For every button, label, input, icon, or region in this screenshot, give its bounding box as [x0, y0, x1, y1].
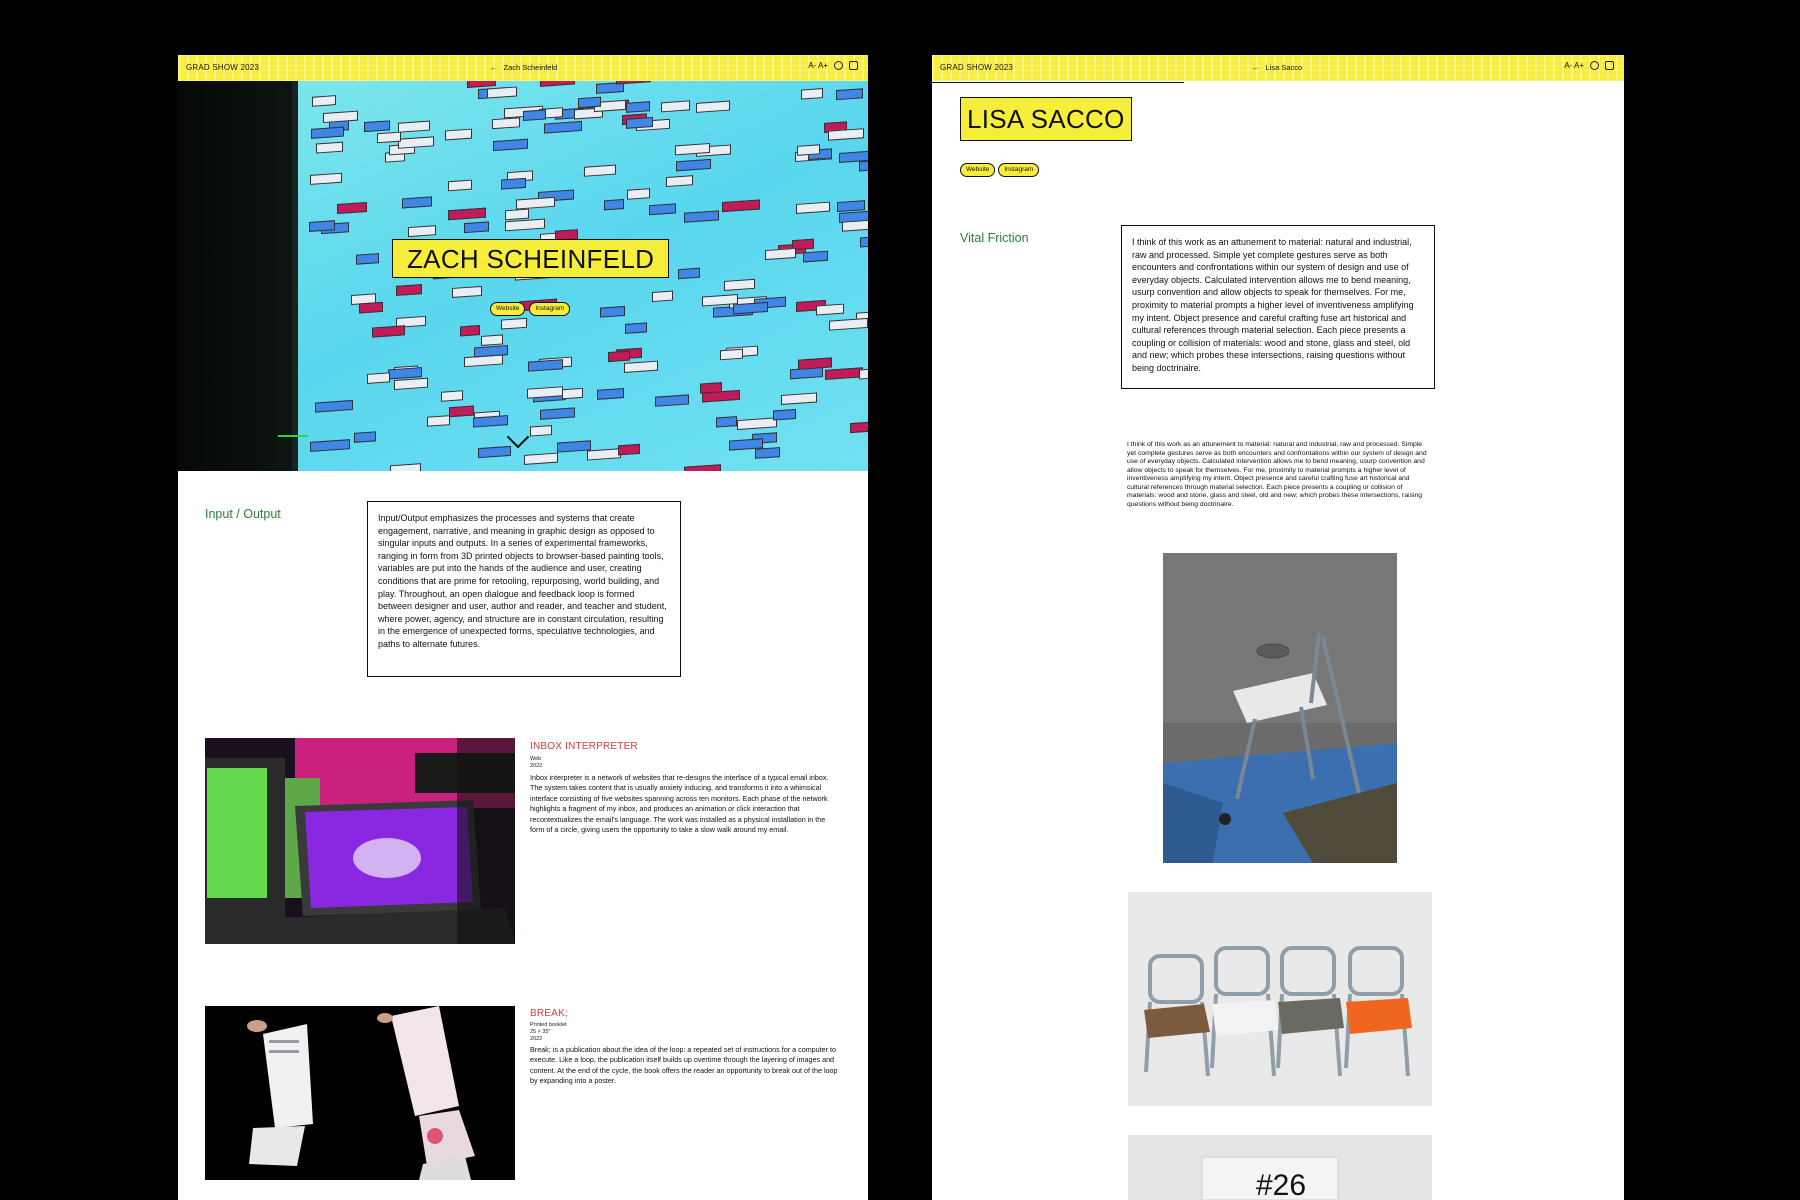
project-title: Input / Output — [205, 507, 281, 521]
word-chip — [337, 202, 367, 214]
word-chip — [796, 202, 829, 214]
instagram-link[interactable]: Instagram — [998, 163, 1039, 177]
statement-repeat: I think of this work as an attunement to material: natural and industrial, raw and processed. Simple yet complete gestures serve as both encounters and confrontations within our system of design and use of everyday objects. Calculated intervention allows me to bend meaning, usurp convention and allow objects to speak for themselves. For me, proximity to material prompts a higher level of inventiveness amplifying my intent. Object presence and careful crafting fuse art historical and cultural references through material selection. Each piece presents a coupling or collision of materials: wood and stone, glass and steel, old and new; which probes these intersections, raising questions without being doctrinaire. — [1127, 441, 1427, 508]
word-chip — [584, 164, 617, 176]
word-chip — [724, 279, 755, 291]
back-arrow-icon[interactable]: ← — [490, 63, 498, 72]
word-chip — [311, 127, 344, 139]
home-icon[interactable] — [1605, 61, 1614, 70]
word-chip — [587, 448, 621, 460]
word-chip — [312, 95, 336, 107]
word-chip — [310, 440, 350, 453]
word-chip — [398, 136, 434, 149]
word-chip — [829, 318, 868, 331]
word-chip — [390, 463, 421, 471]
word-chip — [655, 394, 689, 406]
word-chip — [842, 219, 868, 231]
word-chip — [797, 144, 820, 156]
word-chip — [309, 220, 335, 232]
word-chip — [316, 141, 343, 153]
word-chip — [618, 444, 640, 456]
word-chip — [396, 284, 422, 296]
toolbar — [1564, 61, 1614, 70]
breadcrumb-label: Zach Scheinfeld — [503, 63, 558, 72]
word-chip — [501, 178, 526, 190]
break-image — [205, 1006, 515, 1180]
word-chip — [460, 325, 480, 336]
word-chip — [859, 160, 868, 171]
home-icon[interactable] — [849, 61, 858, 70]
word-chip — [323, 111, 358, 123]
word-chip — [722, 199, 761, 212]
booklet-photo — [205, 1006, 515, 1180]
word-chip — [836, 88, 863, 100]
word-chip — [676, 159, 711, 171]
word-chip — [427, 415, 450, 427]
word-chip — [530, 425, 552, 437]
word-chip — [310, 172, 342, 184]
top-nav-bar — [178, 55, 868, 81]
word-chip — [501, 317, 528, 329]
word-chip — [828, 128, 863, 140]
word-chip — [666, 175, 693, 187]
word-chip — [473, 415, 508, 427]
word-chip — [737, 417, 776, 430]
word-chip — [557, 440, 591, 452]
marble-chair-photo — [1163, 553, 1397, 863]
word-chip — [445, 129, 472, 141]
word-chip — [755, 447, 780, 459]
top-nav-bar — [932, 55, 1624, 81]
student-page-lisa — [932, 55, 1624, 1200]
word-chip — [850, 421, 868, 433]
four-chairs-photo — [1128, 892, 1432, 1106]
font-size-controls[interactable]: A- A+ — [1564, 61, 1584, 70]
site-title[interactable]: GRAD SHOW 2023 — [940, 63, 1014, 72]
site-title[interactable]: GRAD SHOW 2023 — [186, 63, 260, 72]
word-chip — [825, 367, 863, 380]
word-chip — [860, 236, 868, 248]
word-chip — [765, 248, 795, 260]
word-chip — [700, 382, 722, 394]
installation-photo — [205, 738, 515, 944]
word-chip — [493, 138, 528, 150]
word-chip — [449, 406, 474, 418]
word-chip — [661, 101, 690, 113]
work-title: BREAK; — [530, 1008, 568, 1019]
word-chip — [798, 357, 832, 369]
word-chip — [859, 368, 868, 380]
word-chip — [624, 361, 658, 373]
word-chip — [544, 120, 582, 133]
word-chip — [448, 207, 486, 220]
work-meta: Printed booklet 25 × 35" 2022 — [530, 1022, 567, 1042]
word-chip — [367, 372, 391, 384]
student-name: ZACH SCHEINFELD — [392, 239, 669, 278]
word-chip — [487, 87, 517, 99]
word-chip — [516, 197, 555, 210]
breadcrumb-label: Lisa Sacco — [1265, 63, 1303, 72]
word-chip — [837, 200, 865, 212]
word-chip — [678, 268, 700, 280]
student-links — [490, 302, 570, 316]
contrast-icon[interactable] — [834, 61, 843, 70]
word-chip — [720, 349, 743, 361]
breadcrumb[interactable] — [1252, 63, 1302, 72]
word-chip — [781, 393, 817, 406]
project-title: Vital Friction — [960, 231, 1029, 245]
word-chip — [684, 210, 719, 222]
work-description: Inbox interpreter is a network of websites that re-designs the interface of a typical email inbox. The system takes content that is usually anxiety inducing, and transforms it into a whimsical interface consisting of five websites spanning across ten monitors. Each phase of the network highlights a fragment of my inbox, and produces an animation or click interaction that recontextualizes the email's language. The work was installed as a physical installation in the form of a circle, giving users the opportunity to take a slow walk around my email. — [530, 773, 829, 835]
contrast-icon[interactable] — [1590, 61, 1599, 70]
website-link[interactable]: Website — [490, 302, 525, 316]
word-chip — [716, 417, 737, 428]
word-chip — [474, 345, 508, 357]
website-link[interactable]: Website — [960, 163, 995, 177]
word-chip — [481, 334, 502, 345]
word-chip — [394, 378, 428, 390]
word-chip — [372, 325, 405, 337]
word-chip — [523, 109, 546, 121]
word-chip — [625, 322, 647, 334]
word-chip — [626, 101, 649, 113]
word-chip — [398, 120, 430, 132]
student-name: LISA SACCO — [960, 97, 1132, 141]
work-title: INBOX INTERPRETER — [530, 741, 638, 752]
topbar-divider — [932, 82, 1184, 83]
toolbar — [808, 61, 858, 70]
word-chip — [354, 431, 375, 442]
word-chip — [649, 203, 676, 215]
word-chip — [359, 302, 384, 314]
font-size-controls[interactable]: A- A+ — [808, 61, 828, 70]
marble-block-image — [1128, 1135, 1432, 1200]
word-chip — [608, 351, 630, 363]
inbox-interpreter-image — [205, 738, 515, 944]
instagram-link[interactable]: Instagram — [529, 302, 570, 316]
word-chip — [540, 407, 575, 419]
monitor-bezel — [178, 55, 298, 471]
work-description: Break; is a publication about the idea of the loop: a repeated set of instructions for a computer to execute. Like a loop, the publication itself builds up overtime through the layering of images and content. At the end of the cycle, the book offers the reader an opportunity to break out of the loop by expanding into a poster. — [530, 1045, 838, 1086]
word-chip — [356, 254, 378, 266]
chair-on-pavement-image — [1163, 553, 1397, 863]
work-meta: Web 2022 — [530, 756, 543, 769]
word-chip — [562, 388, 583, 399]
word-chip — [597, 388, 624, 400]
artist-statement: Input/Output emphasizes the processes and systems that create engagement, narrative, and meaning in graphic design as opposed to singular inputs and outputs. In a series of experimental frameworks, ranging in form from 3D printed objects to browser-based painting tools, variables are put into the hands of the audience and user, creating conditions that are prime for retooling, repurposing, world building, and play. Throughout, an open dialogue and feedback loop is formed between designer and user, author and reader, and teacher and student, where power, agency, and structure are in constant circulation, resulting in the emergence of unexpected forms, speculative technologies, and paths to alternate futures. — [367, 501, 681, 677]
word-chip — [315, 399, 352, 412]
word-chip — [626, 117, 654, 129]
word-chip — [528, 359, 563, 371]
artist-statement: I think of this work as an attunement to material: natural and industrial, raw and processed. Simple yet complete gestures serve as both encounters and confrontations within our system of design and use of everyday objects. Calculated intervention allows me to bend meaning, usurp convention and allow objects to speak for themselves. For me, proximity to material prompts a higher level of inventiveness amplifying my intent. Object presence and careful crafting fuse art historical and cultural references through material selection. Each piece presents a coupling or collision of materials: wood and stone, glass and steel, old and new; which probes these intersections, raising questions without being doctrinaire. — [1121, 225, 1435, 389]
word-chip — [816, 303, 844, 315]
word-chip — [452, 285, 483, 297]
word-chip — [492, 117, 520, 129]
word-chip — [652, 290, 673, 301]
marble-block-photo — [1128, 1135, 1432, 1200]
word-chip — [505, 218, 545, 231]
word-chip — [803, 250, 828, 262]
word-chip — [801, 88, 822, 99]
word-chip — [627, 188, 650, 200]
word-chip — [377, 132, 401, 144]
word-chip — [524, 452, 558, 464]
word-chip — [402, 196, 432, 208]
word-chip — [684, 464, 721, 471]
word-chip — [773, 409, 796, 421]
hero-image — [178, 55, 868, 471]
student-links — [960, 163, 1039, 177]
word-chip — [448, 179, 471, 191]
word-chip — [478, 446, 511, 458]
word-chip — [578, 96, 600, 108]
word-chip — [364, 120, 390, 132]
student-page-zach — [178, 55, 868, 1200]
chairs-row-image — [1128, 892, 1432, 1106]
word-chip — [505, 208, 528, 220]
word-chip — [696, 101, 731, 113]
back-arrow-icon[interactable]: ← — [1252, 63, 1260, 72]
word-chip — [464, 221, 489, 233]
green-light — [278, 435, 308, 437]
word-chip — [600, 306, 624, 318]
word-chip — [408, 225, 436, 237]
painted-number: #26 — [1256, 1169, 1307, 1200]
word-chip — [441, 390, 464, 402]
word-chip — [604, 199, 624, 210]
breadcrumb[interactable] — [490, 63, 557, 72]
